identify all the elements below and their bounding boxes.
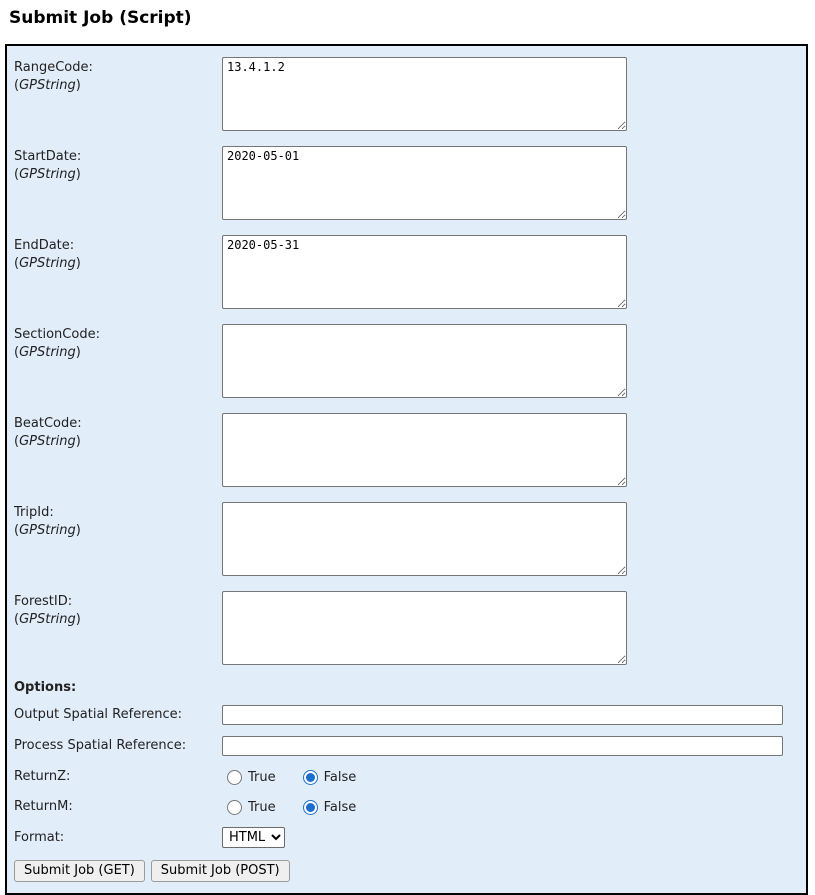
format-row: [14, 827, 806, 848]
parameter-value-textarea[interactable]: [222, 502, 627, 576]
parameter-type: GPString: [19, 434, 76, 449]
returnm-false-radio[interactable]: [303, 800, 318, 815]
returnm-true-label: True: [248, 799, 276, 815]
parameter-label: SectionCode: (GPString): [14, 324, 222, 362]
parameter-row: [14, 324, 806, 398]
parameter-value-textarea[interactable]: [222, 591, 627, 665]
output-spatial-reference-row: [14, 705, 806, 725]
parameter-value-textarea[interactable]: [222, 146, 627, 220]
parameter-name: StartDate:: [14, 149, 82, 164]
parameter-value-textarea[interactable]: [222, 57, 627, 131]
output-spatial-reference-label: Output Spatial Reference:: [14, 707, 183, 722]
parameter-label: TripId: (GPString): [14, 502, 222, 540]
returnm-radio-group: [222, 800, 378, 815]
parameter-name: BeatCode:: [14, 416, 82, 431]
returnz-false-label: False: [323, 769, 357, 785]
parameter-label: ForestID: (GPString): [14, 591, 222, 629]
process-spatial-reference-input[interactable]: [222, 736, 783, 756]
options-heading: Options:: [14, 680, 77, 695]
parameter-type: GPString: [19, 256, 76, 271]
parameter-value-textarea[interactable]: [222, 413, 627, 487]
parameter-type: GPString: [19, 167, 76, 182]
returnm-label: ReturnM:: [14, 799, 73, 814]
returnm-false-label: False: [323, 799, 357, 815]
returnz-radio-group: [222, 770, 378, 785]
process-spatial-reference-row: [14, 736, 806, 756]
parameter-row: [14, 413, 806, 487]
parameter-name: TripId:: [14, 505, 54, 520]
parameter-row: [14, 502, 806, 576]
parameter-row: [14, 591, 806, 665]
submit-buttons-row: [14, 860, 806, 882]
parameter-label: RangeCode: (GPString): [14, 57, 222, 95]
submit-job-get-button[interactable]: Submit Job (GET): [14, 860, 145, 882]
process-spatial-reference-label: Process Spatial Reference:: [14, 738, 187, 753]
parameter-row: [14, 57, 806, 131]
parameter-type: GPString: [19, 78, 76, 93]
parameter-type: GPString: [19, 523, 76, 538]
parameter-name: SectionCode:: [14, 327, 100, 342]
output-spatial-reference-input[interactable]: [222, 705, 783, 725]
page-title: Submit Job (Script): [9, 8, 192, 28]
format-label: Format:: [14, 829, 65, 845]
parameter-row: [14, 235, 806, 309]
parameter-value-textarea[interactable]: [222, 324, 627, 398]
parameter-rows: [14, 57, 806, 665]
submit-job-post-button[interactable]: Submit Job (POST): [151, 860, 290, 882]
parameter-row: [14, 146, 806, 220]
parameter-name: RangeCode:: [14, 60, 93, 75]
parameter-name: EndDate:: [14, 238, 75, 253]
format-select[interactable]: [222, 827, 285, 848]
parameter-name: ForestID:: [14, 594, 73, 609]
parameter-label: EndDate: (GPString): [14, 235, 222, 273]
returnm-row: [14, 797, 806, 817]
returnz-row: [14, 767, 806, 787]
parameter-label: BeatCode: (GPString): [14, 413, 222, 451]
returnm-true-radio[interactable]: [227, 800, 242, 815]
returnz-true-label: True: [248, 769, 276, 785]
parameter-type: GPString: [19, 345, 76, 360]
returnz-false-radio[interactable]: [303, 770, 318, 785]
parameter-value-textarea[interactable]: [222, 235, 627, 309]
parameter-type: GPString: [19, 612, 76, 627]
returnz-true-radio[interactable]: [227, 770, 242, 785]
parameter-label: StartDate: (GPString): [14, 146, 222, 184]
returnz-label: ReturnZ:: [14, 769, 71, 784]
submit-job-form-panel: [5, 44, 808, 895]
